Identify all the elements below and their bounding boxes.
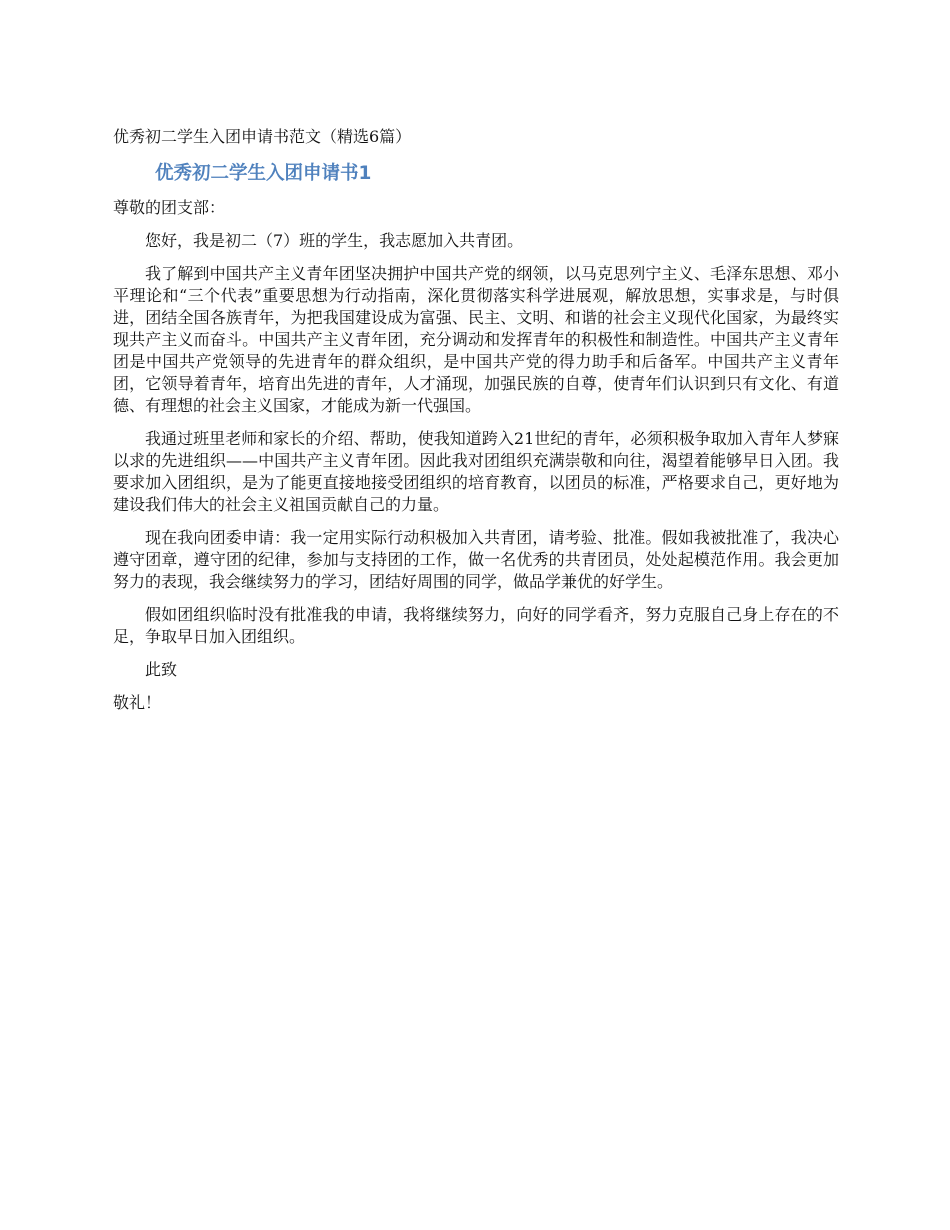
paragraph-3: 我通过班里老师和家长的介绍、帮助，使我知道跨入21世纪的青年，必须积极争取加入青年人梦寐以求的先进组织——中国共产主义青年团。因此我对团组织充满崇敬和向往，渴望着能够早日入团。我要求加入团组织，是为了能更直接地接受团组织的培育教育，以团员的标准，严格要求自己，更好地为建设我们伟大的社会主义祖国贡献自己的力量。 <box>113 429 839 514</box>
paragraph-5: 假如团组织临时没有批准我的申请，我将继续努力，向好的同学看齐，努力克服自己身上存在的不足，争取早日加入团组织。 <box>113 605 839 646</box>
regards-line: 敬礼！ <box>113 693 162 712</box>
document-title: 优秀初二学生入团申请书范文（精选6篇） <box>113 127 412 146</box>
salutation: 尊敬的团支部： <box>113 198 226 217</box>
section-heading: 优秀初二学生入团申请书1 <box>155 163 372 184</box>
paragraph-4: 现在我向团委申请：我一定用实际行动积极加入共青团，请考验、批准。假如我被批准了，我决心遵守团章，遵守团的纪律，参加与支持团的工作，做一名优秀的共青团员，处处起模范作用。我会更加努力的表现，我会继续努力的学习，团结好周围的同学，做品学兼优的好学生。 <box>113 528 839 591</box>
paragraph-2: 我了解到中国共产主义青年团坚决拥护中国共产党的纲领，以马克思列宁主义、毛泽东思想、邓小平理论和“三个代表”重要思想为行动指南，深化贯彻落实科学进展观，解放思想，实事求是，与时俱进，团结全国各族青年，为把我国建设成为富强、民主、文明、和谐的社会主义现代化国家，为最终实现共产主义而奋斗。中国共产主义青年团，充分调动和发挥青年的积极性和制造性。中国共产主义青年团是中国共产党领导的先进青年的群众组织，是中国共产党的得力助手和后备军。中国共产主义青年团，它领导着青年，培育出先进的青年，人才涌现，加强民族的自尊，使青年们认识到只有文化、有道德、有理想的社会主义国家，才能成为新一代强国。 <box>113 264 839 415</box>
paragraph-1: 您好，我是初二（7）班的学生，我志愿加入共青团。 <box>145 231 524 250</box>
document-page <box>113 124 839 714</box>
closing-line: 此致 <box>145 660 178 679</box>
